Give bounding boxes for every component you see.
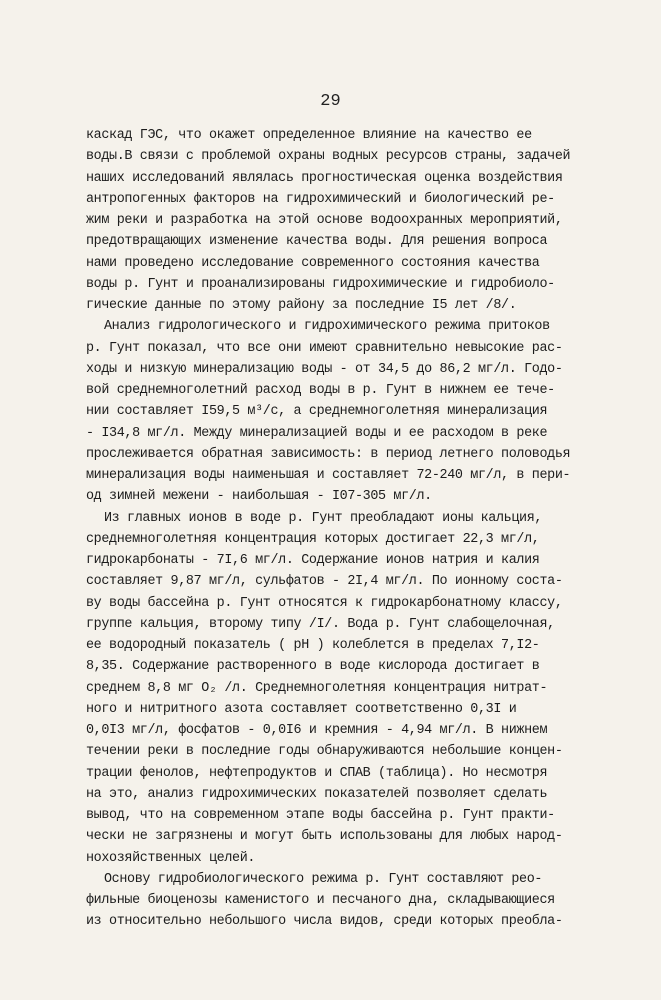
text-line: воды.В связи с проблемой охраны водных ресурсов страны, задачей (86, 149, 571, 165)
text-line: группе кальция, второму типу /I/. Вода р. Гунт слабощелочная, (86, 616, 555, 632)
text-line: наших исследований являлась прогностическая оценка воздействия (86, 170, 563, 186)
text-line: антропогенных факторов на гидрохимический и биологический ре- (86, 191, 555, 207)
text-line: каскад ГЭС, что окажет определенное влияние на качество ее (86, 128, 532, 143)
text-line: нами проведено исследование современного состояния качества (86, 255, 540, 271)
text-line: среднем 8,8 мг O₂ /л. Среднемноголетняя концентрация нитрат- (86, 680, 548, 696)
text-line: жим реки и разработка на этой основе водоохранных мероприятий, (86, 213, 563, 228)
paragraph-first-line: Из главных ионов в воде р. Гунт преобладают ионы кальция, (104, 510, 543, 526)
text-line: 8,35. Содержание растворенного в воде кислорода достигает в (86, 659, 540, 675)
text-line: 0,0I3 мг/л, фосфатов - 0,0I6 и кремния - 4,94 мг/л. В нижнем (86, 723, 548, 738)
text-line: нохозяйственных целей. (86, 850, 256, 866)
text-line: течении реки в последние годы обнаруживаются небольшие концен- (86, 744, 563, 760)
body-text (86, 125, 606, 933)
text-line: гические данные по этому району за последние I5 лет /8/. (86, 298, 517, 313)
text-line: вой среднемноголетний расход воды в р. Гунт в нижнем ее тече- (86, 383, 555, 398)
text-line: воды р. Гунт и проанализированы гидрохимические и гидробиоло- (86, 276, 555, 292)
text-line: - I34,8 мг/л. Между минерализацией воды и ее расходом в реке (86, 425, 548, 441)
text-line: од зимней межени - наибольшая - I07-305 мг/л. (86, 489, 432, 505)
text-line: составляет 9,87 мг/л, сульфатов - 2I,4 мг/л. По ионному соста- (86, 574, 563, 590)
text-line: гидрокарбонаты - 7I,6 мг/л. Содержание ионов натрия и калия (86, 553, 540, 568)
paragraph-first-line: Анализ гидрологического и гидрохимического режима притоков (104, 319, 550, 335)
page-number: 29 (320, 92, 341, 111)
paragraph-first-line: Основу гидробиологического режима р. Гунт составляют рео- (104, 871, 543, 887)
text-line: ходы и низкую минерализацию воды - от 34,5 до 86,2 мг/л. Годо- (86, 361, 563, 377)
text-line: ного и нитритного азота составляет соответственно 0,3I и (86, 701, 517, 717)
text-line: среднемноголетняя концентрация которых достигает 22,3 мг/л, (86, 531, 540, 547)
text-line: минерализация воды наименьшая и составляет 72-240 мг/л, в пери- (86, 468, 571, 483)
text-line: вывод, что на современном этапе воды бассейна р. Гунт практи- (86, 808, 555, 823)
text-line: из относительно небольшого числа видов, среди которых преобла- (86, 914, 563, 930)
text-line: фильные биоценозы каменистого и песчаного дна, складывающиеся (86, 893, 555, 908)
text-line: прослеживается обратная зависимость: в период летнего половодья (86, 446, 571, 462)
text-line: нии составляет I59,5 м³/с, а среднемноголетняя минерализация (86, 404, 548, 420)
text-line: трации фенолов, нефтепродуктов и СПАВ (таблица). Но несмотря (86, 765, 548, 781)
text-line: р. Гунт показал, что все они имеют сравнительно невысокие рас- (86, 340, 563, 356)
text-line: ее водородный показатель ( pH ) колеблется в пределах 7,I2- (86, 638, 540, 653)
text-line: на это, анализ гидрохимических показателей позволяет сделать (86, 786, 548, 802)
text-line: предотвращающих изменение качества воды. Для решения вопроса (86, 234, 548, 250)
text-line: ву воды бассейна р. Гунт относятся к гидрокарбонатному классу, (86, 595, 563, 611)
text-line: чески не загрязнены и могут быть использованы для любых народ- (86, 829, 563, 845)
